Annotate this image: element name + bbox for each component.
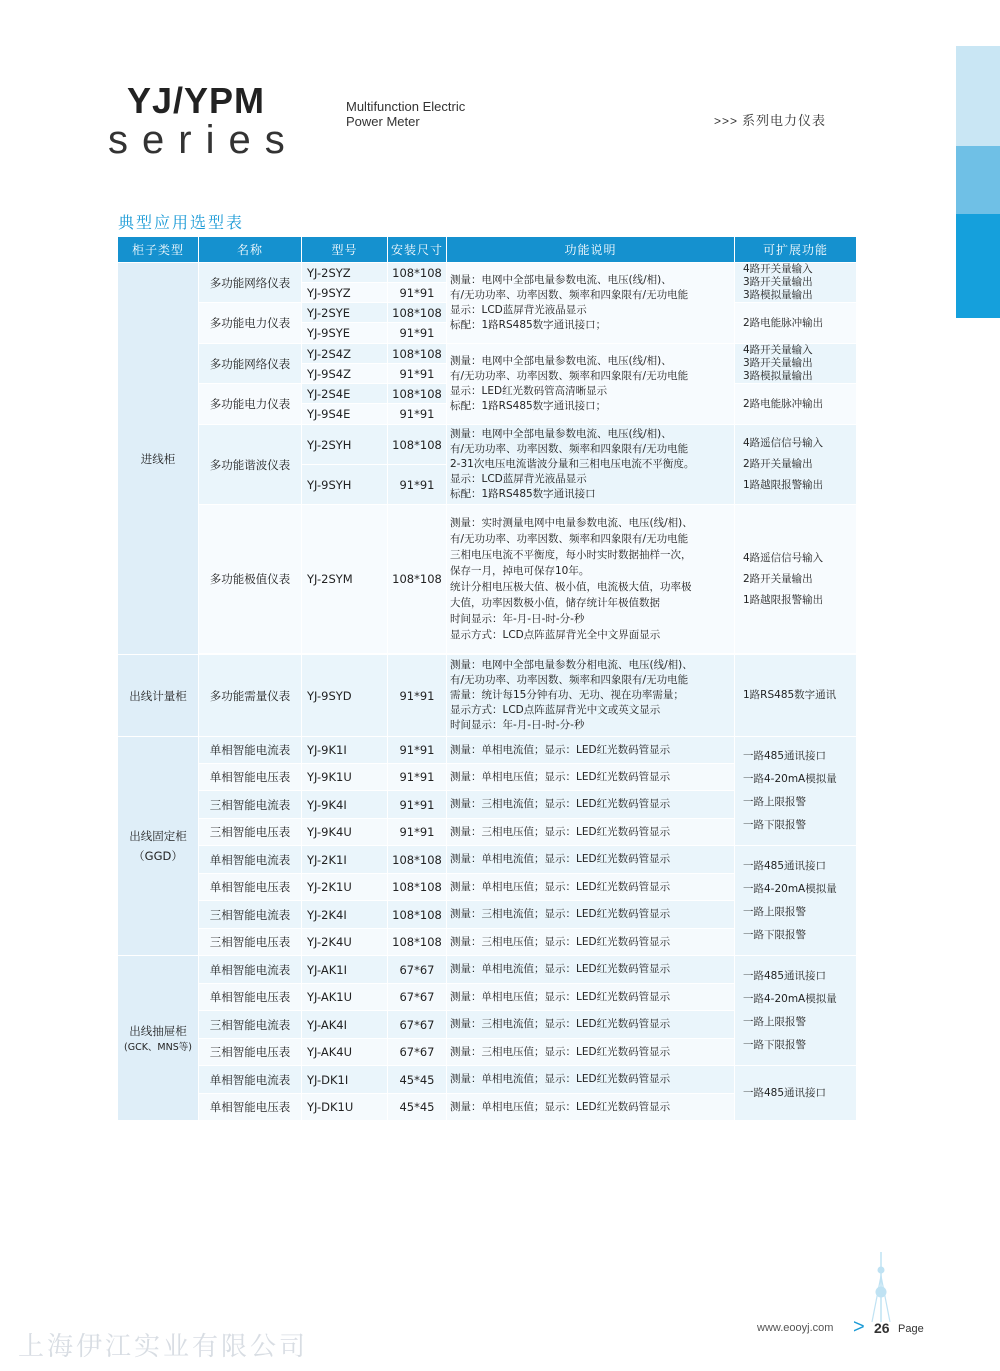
table-row: [118, 344, 857, 364]
cabinet-fixed-sub: （GGD）: [133, 849, 183, 863]
extension-list: [735, 956, 857, 1066]
func-line: 有/无功功率、功率因数、频率和四象限有/无功电能: [450, 533, 689, 545]
ext-item: 一路下限报警: [743, 1038, 806, 1051]
ext-item: 一路4-20mA模拟量: [743, 773, 837, 785]
model-number: YJ-2K4I: [302, 901, 388, 929]
install-size: 108*108: [388, 929, 447, 956]
function-desc: [447, 655, 735, 737]
install-size: 45*45: [388, 1066, 447, 1094]
func-line: 显示：LCD蓝屏背光液晶显示: [450, 473, 587, 485]
install-size: 91*91: [388, 655, 447, 737]
function-desc: 测量：三相电压值；显示：LED红光数码管显示: [447, 929, 735, 956]
product-name: 三相智能电流表: [199, 791, 302, 819]
arrows-icon: >>>: [714, 114, 739, 128]
product-name: 三相智能电压表: [199, 1039, 302, 1066]
col-header-size: 安装尺寸: [388, 237, 447, 263]
model-number: YJ-2S4Z: [302, 344, 388, 364]
product-name: 多功能电力仪表: [199, 384, 302, 425]
company-name-watermark: 上海伊江实业有限公司: [18, 1332, 309, 1362]
install-size: 67*67: [388, 1039, 447, 1066]
ext-item: 一路上限报警: [743, 1015, 806, 1028]
model-number: YJ-9K1U: [302, 764, 388, 791]
col-header-name: 名称: [199, 237, 302, 263]
product-name: 三相智能电流表: [199, 901, 302, 929]
function-desc: 测量：三相电流值；显示：LED红光数码管显示: [447, 1011, 735, 1039]
col-header-function: 功能说明: [447, 237, 735, 263]
extension-list: [735, 344, 857, 384]
product-name: 多功能网络仪表: [199, 263, 302, 303]
install-size: 108*108: [388, 344, 447, 364]
table-header-row: [118, 237, 857, 263]
model-number: YJ-2SYH: [302, 425, 388, 465]
ext-item: 4路开关量输入: [743, 344, 813, 356]
extension-item: 1路RS485数字通讯: [735, 655, 857, 737]
table-row: [118, 737, 857, 764]
function-desc: [447, 425, 735, 505]
side-color-tabs: [956, 46, 1000, 318]
func-line: 有/无功功率、功率因数、频率和四象限有/无功电能: [450, 289, 689, 301]
model-number: YJ-2SYM: [302, 505, 388, 654]
website-url[interactable]: www.eooyj.com: [757, 1322, 834, 1334]
func-line: 大值，功率因数极小值，储存统计年极值数据: [450, 597, 660, 609]
func-line: 三相电压电流不平衡度，每小时实时数据抽样一次，: [450, 549, 692, 561]
model-number: YJ-9K4U: [302, 819, 388, 846]
category-label: [714, 110, 826, 129]
func-line: 标配：1路RS485数字通讯接口；: [450, 400, 607, 412]
cabinet-drawer-sub: (GCK、MNS等): [124, 1042, 192, 1053]
install-size: 91*91: [388, 764, 447, 791]
ext-item: 4路开关量输入: [743, 263, 813, 275]
func-line: 有/无功功率、功率因数、频率和四象限有/无功电能: [450, 674, 689, 686]
brand-title: YJ/YPM: [127, 80, 266, 121]
table-row: [118, 505, 857, 654]
table-row: [118, 1066, 857, 1094]
brand-series: series: [108, 118, 299, 162]
cabinet-incoming: 进线柜: [118, 263, 199, 655]
func-line: 保存一月，掉电可保存10年。: [450, 565, 590, 577]
install-size: 108*108: [388, 384, 447, 404]
function-desc: 测量：三相电流值；显示：LED红光数码管显示: [447, 901, 735, 929]
ext-item: 一路下限报警: [743, 819, 806, 831]
cabinet-fixed: [118, 737, 199, 956]
extension-list: [735, 846, 857, 956]
product-name: 单相智能电压表: [199, 984, 302, 1011]
model-number: YJ-2K1I: [302, 846, 388, 874]
product-name: 单相智能电流表: [199, 846, 302, 874]
model-number: YJ-9SYE: [302, 323, 388, 344]
ext-item: 一路485通讯接口: [743, 750, 827, 762]
func-line: 显示方式：LCD点阵蓝屏背光全中文界面显示: [450, 629, 661, 641]
ext-item: 3路开关量输出: [743, 357, 813, 369]
ext-item: 3路模拟量输出: [743, 289, 813, 301]
model-number: YJ-9K4I: [302, 791, 388, 819]
ext-item: 4路遥信信号输入: [743, 437, 824, 449]
model-number: YJ-9SYD: [302, 655, 388, 737]
install-size: 91*91: [388, 404, 447, 425]
func-line: 测量：电网中全部电量参数分相电流、电压(线/相)、: [450, 659, 693, 671]
cabinet-drawer: [118, 956, 199, 1121]
model-number: YJ-2K4U: [302, 929, 388, 956]
install-size: 108*108: [388, 874, 447, 901]
install-size: 108*108: [388, 901, 447, 929]
model-number: YJ-2SYE: [302, 303, 388, 323]
extension-list: [735, 425, 857, 505]
install-size: 67*67: [388, 1011, 447, 1039]
ext-item: 一路4-20mA模拟量: [743, 882, 837, 895]
extension-item: 2路电能脉冲输出: [735, 384, 857, 425]
model-number: YJ-DK1U: [302, 1094, 388, 1121]
install-size: 67*67: [388, 984, 447, 1011]
func-line: 需量：统计每15分钟有功、无功、视在功率需量；: [450, 689, 684, 701]
table-row: [118, 956, 857, 984]
table-row: [118, 425, 857, 465]
install-size: 108*108: [388, 303, 447, 323]
model-number: YJ-AK1I: [302, 956, 388, 984]
extension-item: 2路电能脉冲输出: [735, 303, 857, 344]
extension-list: [735, 263, 857, 303]
function-desc: 测量：单相电压值；显示：LED红光数码管显示: [447, 874, 735, 901]
col-header-cabinet: 柜子类型: [118, 237, 199, 263]
function-desc: 测量：单相电流值；显示：LED红光数码管显示: [447, 956, 735, 984]
product-name: 单相智能电压表: [199, 874, 302, 901]
cabinet-drawer-label: 出线抽屉柜: [129, 1024, 187, 1038]
function-desc: 测量：三相电压值；显示：LED红光数码管显示: [447, 1039, 735, 1066]
func-line: 显示方式：LCD点阵蓝屏背光中文或英文显示: [450, 704, 661, 716]
section-title: 典型应用选型表: [118, 213, 245, 232]
ext-item: 一路485通讯接口: [743, 859, 827, 872]
table-row: [118, 655, 857, 737]
cabinet-metering: 出线计量柜: [118, 655, 199, 737]
col-header-extension: 可扩展功能: [735, 237, 857, 263]
product-name: 多功能谐波仪表: [199, 425, 302, 505]
function-desc: 测量：单相电压值；显示：LED红光数码管显示: [447, 764, 735, 791]
install-size: 45*45: [388, 1094, 447, 1121]
product-name: 单相智能电压表: [199, 764, 302, 791]
func-line: 有/无功功率、功率因数、频率和四象限有/无功电能: [450, 443, 689, 455]
function-desc: 测量：单相电压值；显示：LED红光数码管显示: [447, 1094, 735, 1121]
model-number: YJ-9K1I: [302, 737, 388, 764]
table-row: [118, 263, 857, 283]
function-desc: 测量：三相电流值；显示：LED红光数码管显示: [447, 791, 735, 819]
function-desc: 测量：单相电流值；显示：LED红光数码管显示: [447, 846, 735, 874]
model-number: YJ-9S4Z: [302, 364, 388, 384]
func-line: 测量：电网中全部电量参数电流、电压(线/相)、: [450, 428, 672, 440]
ext-item: 3路开关量输出: [743, 276, 813, 288]
model-number: YJ-DK1I: [302, 1066, 388, 1094]
install-size: 91*91: [388, 364, 447, 384]
model-number: YJ-9S4E: [302, 404, 388, 425]
install-size: 91*91: [388, 791, 447, 819]
side-tab-dark: [956, 214, 1000, 318]
func-line: 显示：LED红光数码管高清晰显示: [450, 385, 608, 397]
page-label: Page: [898, 1323, 924, 1335]
product-name: 多功能电力仪表: [199, 303, 302, 344]
product-name: 三相智能电流表: [199, 1011, 302, 1039]
model-number: YJ-2S4E: [302, 384, 388, 404]
product-name: 三相智能电压表: [199, 819, 302, 846]
product-name: 多功能网络仪表: [199, 344, 302, 384]
product-name: 单相智能电流表: [199, 1066, 302, 1094]
ext-item: 2路开关量输出: [743, 572, 813, 585]
ext-item: 一路4-20mA模拟量: [743, 992, 837, 1005]
func-line: 有/无功功率、功率因数、频率和四象限有/无功电能: [450, 370, 689, 382]
function-desc: 测量：三相电压值；显示：LED红光数码管显示: [447, 819, 735, 846]
subtitle-line-2: Power Meter: [346, 114, 420, 129]
install-size: 91*91: [388, 323, 447, 344]
model-number: YJ-9SYZ: [302, 283, 388, 303]
extension-list: [735, 737, 857, 846]
product-name: 单相智能电流表: [199, 737, 302, 764]
page-number: 26: [874, 1320, 890, 1336]
install-size: 108*108: [388, 263, 447, 283]
category-text: 系列电力仪表: [742, 114, 827, 129]
func-line: 测量：电网中全部电量参数电流、电压(线/相)、: [450, 274, 672, 286]
function-desc: [447, 344, 735, 425]
extension-list: [735, 505, 857, 654]
table-row: [118, 846, 857, 874]
ext-item: 1路越限报警输出: [743, 593, 824, 606]
cabinet-fixed-label: 出线固定柜: [129, 829, 187, 843]
ext-item: 1路越限报警输出: [743, 479, 824, 491]
install-size: 91*91: [388, 283, 447, 303]
model-number: YJ-2SYZ: [302, 263, 388, 283]
func-line: 标配：1路RS485数字通讯接口: [450, 488, 596, 500]
model-number: YJ-AK4U: [302, 1039, 388, 1066]
side-tab-light: [956, 46, 1000, 146]
function-desc: 测量：单相电压值；显示：LED红光数码管显示: [447, 984, 735, 1011]
product-name: 单相智能电压表: [199, 1094, 302, 1121]
ext-item: 一路上限报警: [743, 796, 806, 808]
function-desc: 测量：单相电流值；显示：LED红光数码管显示: [447, 1066, 735, 1094]
model-number: YJ-2K1U: [302, 874, 388, 901]
subtitle-line-1: Multifunction Electric: [346, 99, 466, 114]
ext-item: 4路遥信信号输入: [743, 551, 824, 564]
model-number: YJ-AK1U: [302, 984, 388, 1011]
ext-item: 一路上限报警: [743, 905, 806, 918]
ext-item: 一路485通讯接口: [743, 969, 827, 982]
install-size: 67*67: [388, 956, 447, 984]
install-size: 91*91: [388, 819, 447, 846]
func-line: 时间显示：年-月-日-时-分-秒: [450, 719, 585, 731]
function-desc: [447, 505, 735, 654]
ext-item: 一路下限报警: [743, 928, 806, 941]
product-subtitle: [346, 99, 465, 129]
product-name: 单相智能电流表: [199, 956, 302, 984]
install-size: 91*91: [388, 737, 447, 764]
func-line: 标配：1路RS485数字通讯接口；: [450, 319, 607, 331]
function-desc: 测量：单相电流值；显示：LED红光数码管显示: [447, 737, 735, 764]
function-desc: [447, 263, 735, 344]
col-header-model: 型号: [302, 237, 388, 263]
func-line: 测量：电网中全部电量参数电流、电压(线/相)、: [450, 355, 672, 367]
func-line: 测量：实时测量电网中电量参数电流、电压(线/相)、: [450, 517, 693, 529]
func-line: 统计分相电压极大值、极小值，电流极大值，功率极: [450, 581, 692, 593]
pearl-tower-icon: [866, 1252, 896, 1322]
install-size: 108*108: [388, 425, 447, 465]
product-name: 多功能需量仪表: [199, 655, 302, 737]
install-size: 108*108: [388, 846, 447, 874]
model-number: YJ-AK4I: [302, 1011, 388, 1039]
func-line: 2-31次电压电流谐波分量和三相电压电流不平衡度。: [450, 458, 695, 470]
func-line: 时间显示：年-月-日-时-分-秒: [450, 613, 585, 625]
selection-table: [117, 236, 857, 1121]
func-line: 显示：LCD蓝屏背光液晶显示: [450, 304, 587, 316]
ext-item: 2路开关量输出: [743, 458, 813, 470]
install-size: 91*91: [388, 465, 447, 505]
ext-item: 3路模拟量输出: [743, 370, 813, 382]
side-tab-mid: [956, 146, 1000, 214]
install-size: 108*108: [388, 505, 447, 654]
product-name: 三相智能电压表: [199, 929, 302, 956]
product-name: 多功能极值仪表: [199, 505, 302, 654]
chevron-right-icon: >: [853, 1316, 865, 1338]
model-number: YJ-9SYH: [302, 465, 388, 505]
extension-item: 一路485通讯接口: [735, 1066, 857, 1121]
